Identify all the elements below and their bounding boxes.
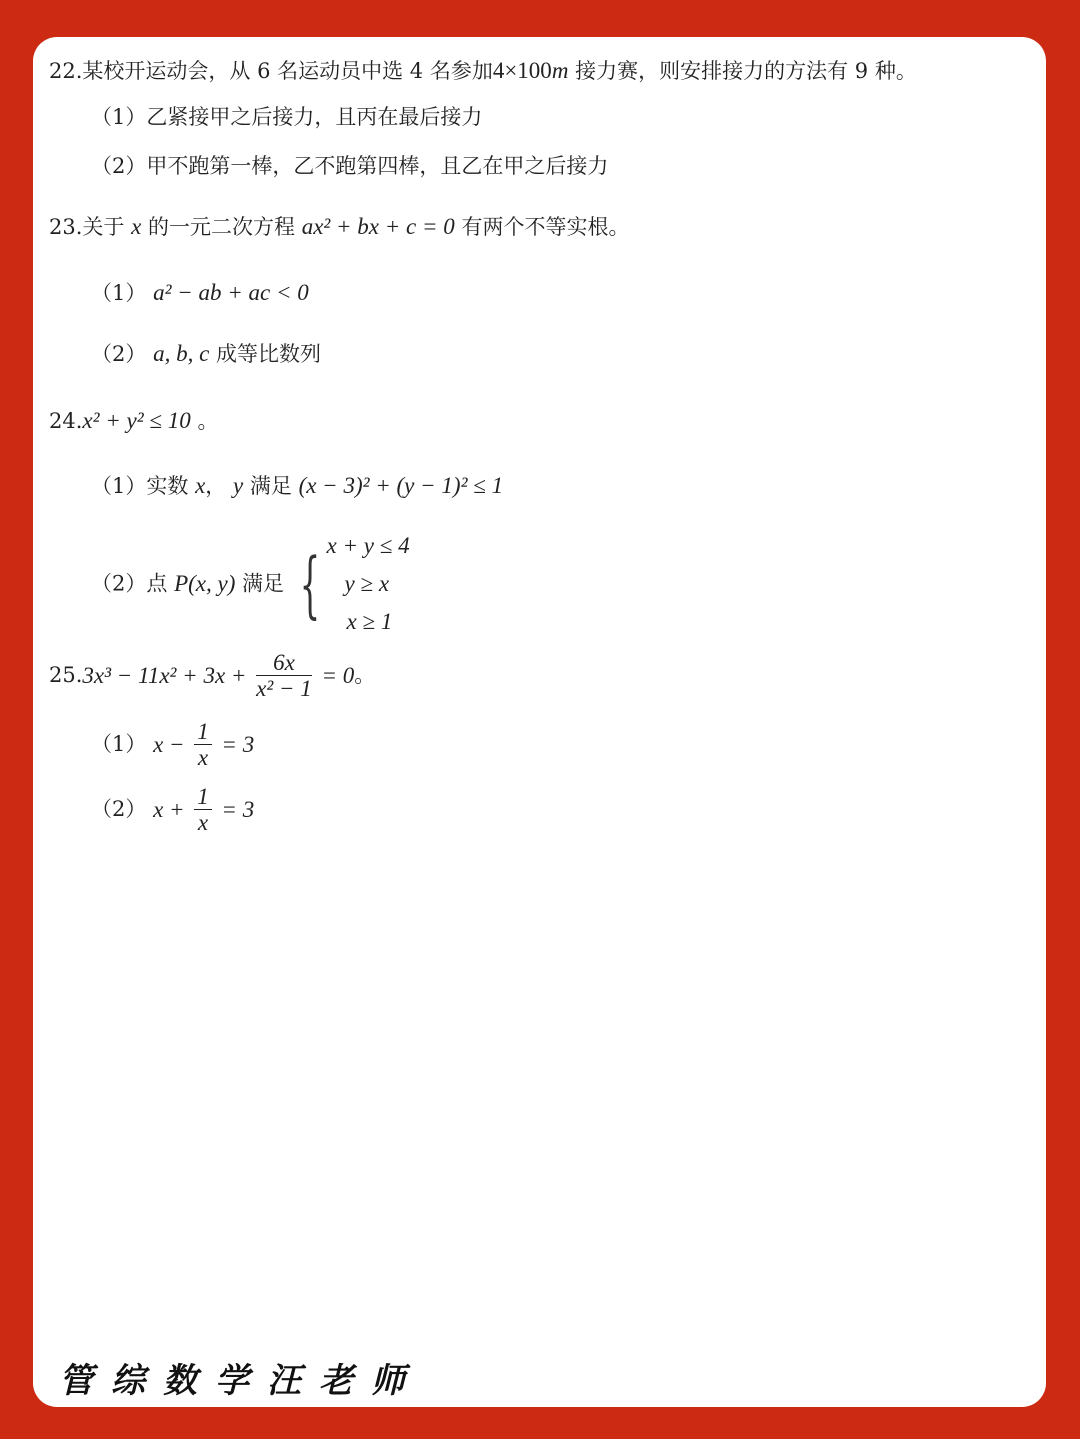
q23-equation: ax² + bx + c = 0 [301, 214, 455, 239]
q22-condition-1: （1）乙紧接甲之后接力，且丙在最后接力 [91, 105, 483, 129]
q23-mid: 的一元二次方程 [148, 215, 295, 239]
q24-c1-text: 满足 [249, 474, 292, 498]
q24-c1-x: x [195, 473, 206, 498]
q25-c2-label: （2） [91, 797, 147, 822]
q25-rhs: = 0 [321, 663, 355, 688]
q22-suffix: 接力赛，则安排接力的方法有 9 种。 [575, 59, 917, 83]
question-23 [49, 213, 629, 241]
q22-unit: m [551, 58, 569, 83]
q23-c2-expr: a, b, c [153, 341, 210, 366]
q25-c2-lhs: x + [153, 797, 185, 822]
q23-c2-text: 成等比数列 [215, 342, 321, 366]
q25-c2-num: 1 [194, 784, 212, 810]
q25-expr: 3x³ − 11x² + 3x + [82, 663, 247, 688]
q25-fraction [256, 650, 312, 702]
q24-c1-label: （1）实数 [91, 474, 189, 498]
q24-condition-1 [91, 472, 503, 500]
q24-c2-label: （2）点 [91, 571, 168, 596]
system-row-2: y ≥ x [344, 571, 390, 596]
q25-label: 25. [49, 663, 83, 688]
q24-c1-y: y [232, 473, 244, 498]
q25-c1-fraction [194, 719, 212, 771]
brace-icon: { [299, 542, 320, 626]
q25-c1-lhs: x − [153, 732, 185, 757]
q25-frac-num: 6x [256, 650, 312, 676]
q23-var: x [131, 214, 142, 239]
q25-c1-rhs: = 3 [221, 732, 255, 757]
q23-prefix: 23.关于 [49, 215, 125, 239]
q24-expr: x² + y² ≤ 10 [82, 408, 191, 433]
q22-prefix: 22.某校开运动会，从 6 名运动员中选 4 名参加 [49, 59, 493, 83]
q23-c2-label: （2） [91, 342, 147, 366]
system-row-1: x + y ≤ 4 [326, 533, 410, 558]
q25-c2-rhs: = 3 [221, 797, 255, 822]
q24-end: 。 [197, 409, 219, 433]
q23-c1-expr: a² − ab + ac < 0 [153, 280, 309, 305]
q24-condition-2 [91, 529, 410, 639]
q24-c1-comma: ， [205, 474, 227, 498]
q25-condition-1 [91, 719, 254, 771]
question-22 [49, 57, 917, 85]
q25-c1-den: x [197, 745, 209, 771]
q23-c1-label: （1） [91, 281, 147, 305]
q22-condition-2: （2）甲不跑第一棒，乙不跑第四棒，且乙在甲之后接力 [91, 154, 609, 178]
question-25 [49, 650, 375, 702]
q25-end: 。 [354, 663, 376, 688]
q24-c2-point: P(x, y) [174, 571, 236, 597]
q23-suffix: 有两个不等实根。 [461, 215, 630, 239]
author-signature: 管综数学汪老师 [59, 1361, 423, 1401]
q25-c2-den: x [197, 810, 209, 836]
q22-relay: 4×100 [492, 58, 552, 83]
q23-condition-1 [91, 279, 309, 307]
q25-frac-den: x² − 1 [256, 676, 312, 702]
inequality-system [291, 529, 410, 639]
q24-label: 24. [49, 409, 83, 433]
q25-c1-num: 1 [194, 719, 212, 745]
q24-c2-text: 满足 [242, 571, 285, 596]
worksheet-card [33, 37, 1046, 1407]
q23-condition-2 [91, 340, 321, 368]
system-row-3: x ≥ 1 [346, 609, 393, 634]
q25-condition-2 [91, 784, 254, 836]
question-24 [49, 407, 218, 435]
q24-c1-expr: (x − 3)² + (y − 1)² ≤ 1 [298, 473, 504, 498]
q25-c2-fraction [194, 784, 212, 836]
q25-c1-label: （1） [91, 732, 147, 757]
